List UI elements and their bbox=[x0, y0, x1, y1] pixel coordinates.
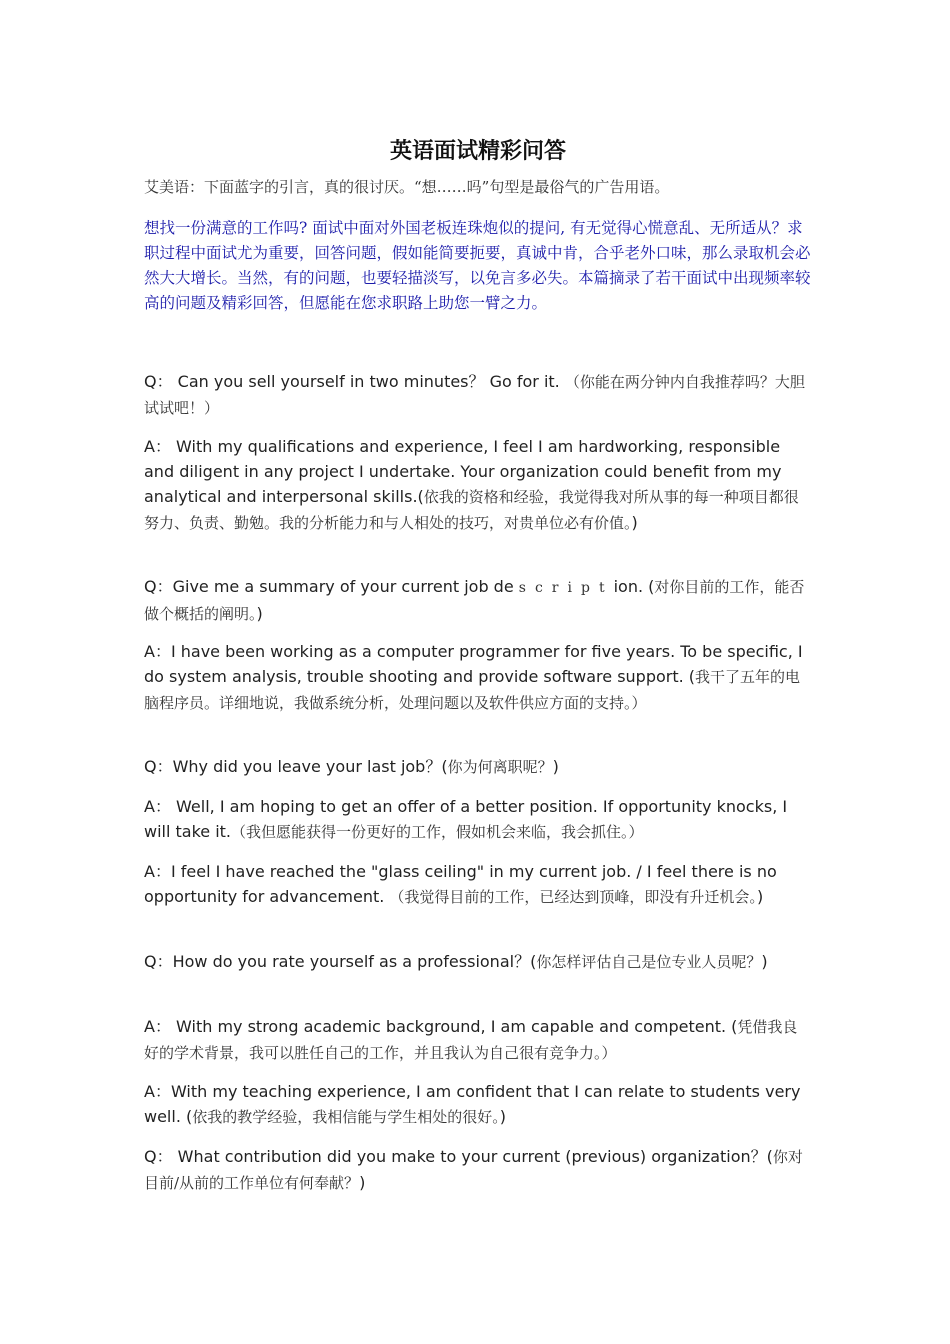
qa-answer-3a: A： Well, I am hoping to get an offer of a better position. If opportunity knocks, I will take it.（我但愿能获得一份更好的工作，假如机会来临，我会抓住。） bbox=[144, 797, 788, 841]
qa-question-3: Q：Why did you leave your last job？(你为何离职呢？) bbox=[144, 757, 559, 776]
qa-question-5: Q： What contribution did you make to your current (previous) organization？(你对目前/从前的工作单位有何奉献？) bbox=[144, 1147, 803, 1192]
qa-answer-1: A： With my qualifications and experience, I feel I am hardworking, responsible and diligent in any project I undertake. Your organization could benefit from my analytical and interpersonal skills.(依我的资格和经验，我觉得我对所从事的每一种项目都很努力、负责、勤勉。我的分析能力和与人相处的技巧，对贵单位必有价值。) bbox=[144, 437, 799, 532]
qa-question-2: Q：Give me a summary of your current job de scription. (对你目前的工作，能否做个概括的阐明。) bbox=[144, 577, 805, 623]
qa-answer-4a: A： With my strong academic background, I am capable and competent. (凭借我良好的学术背景，我可以胜任自己的工作，并且我认为自己很有竞争力。） bbox=[144, 1017, 798, 1062]
intro-note: 艾美语：下面蓝字的引言，真的很讨厌。“想……吗”句型是最俗气的广告用语。 bbox=[144, 178, 670, 196]
page-title: 英语面试精彩问答 bbox=[389, 138, 566, 164]
qa-answer-4b: A：With my teaching experience, I am confident that I can relate to students very well. (依我的教学经验，我相信能与学生相处的很好。) bbox=[144, 1082, 801, 1126]
qa-question-1: Q： Can you sell yourself in two minutes？ Go for it. （你能在两分钟内自我推荐吗？大胆试试吧！） bbox=[144, 372, 805, 417]
qa-question-4: Q：How do you rate yourself as a professional？(你怎样评估自己是位专业人员呢？) bbox=[144, 952, 768, 971]
qa-answer-3b: A：I feel I have reached the "glass ceiling" in my current job. / I feel there is no opportunity for advancement. （我觉得目前的工作，已经达到顶峰，即没有升迁机会。) bbox=[144, 862, 777, 906]
qa-answer-2: A：I have been working as a computer programmer for five years. To be specific, I do system analysis, trouble shooting and provide software support. (我干了五年的电脑程序员。详细地说，我做系统分析，处理问题以及软件供应方面的支持。） bbox=[144, 642, 803, 712]
blue-quote-paragraph: 想找一份满意的工作吗? 面试中面对外国老板连珠炮似的提问, 有无觉得心慌意乱、无所适从？求职过程中面试尤为重要，回答问题，假如能简要扼要，真诚中肯，合乎老外口味，那么录取机会必然大大增长。当然，有的问题，也要轻描淡写，以免言多必失。本篇摘录了若干面试中出现频率较高的问题及精彩回答，但愿能在您求职路上助您一臂之力。 bbox=[144, 219, 811, 312]
